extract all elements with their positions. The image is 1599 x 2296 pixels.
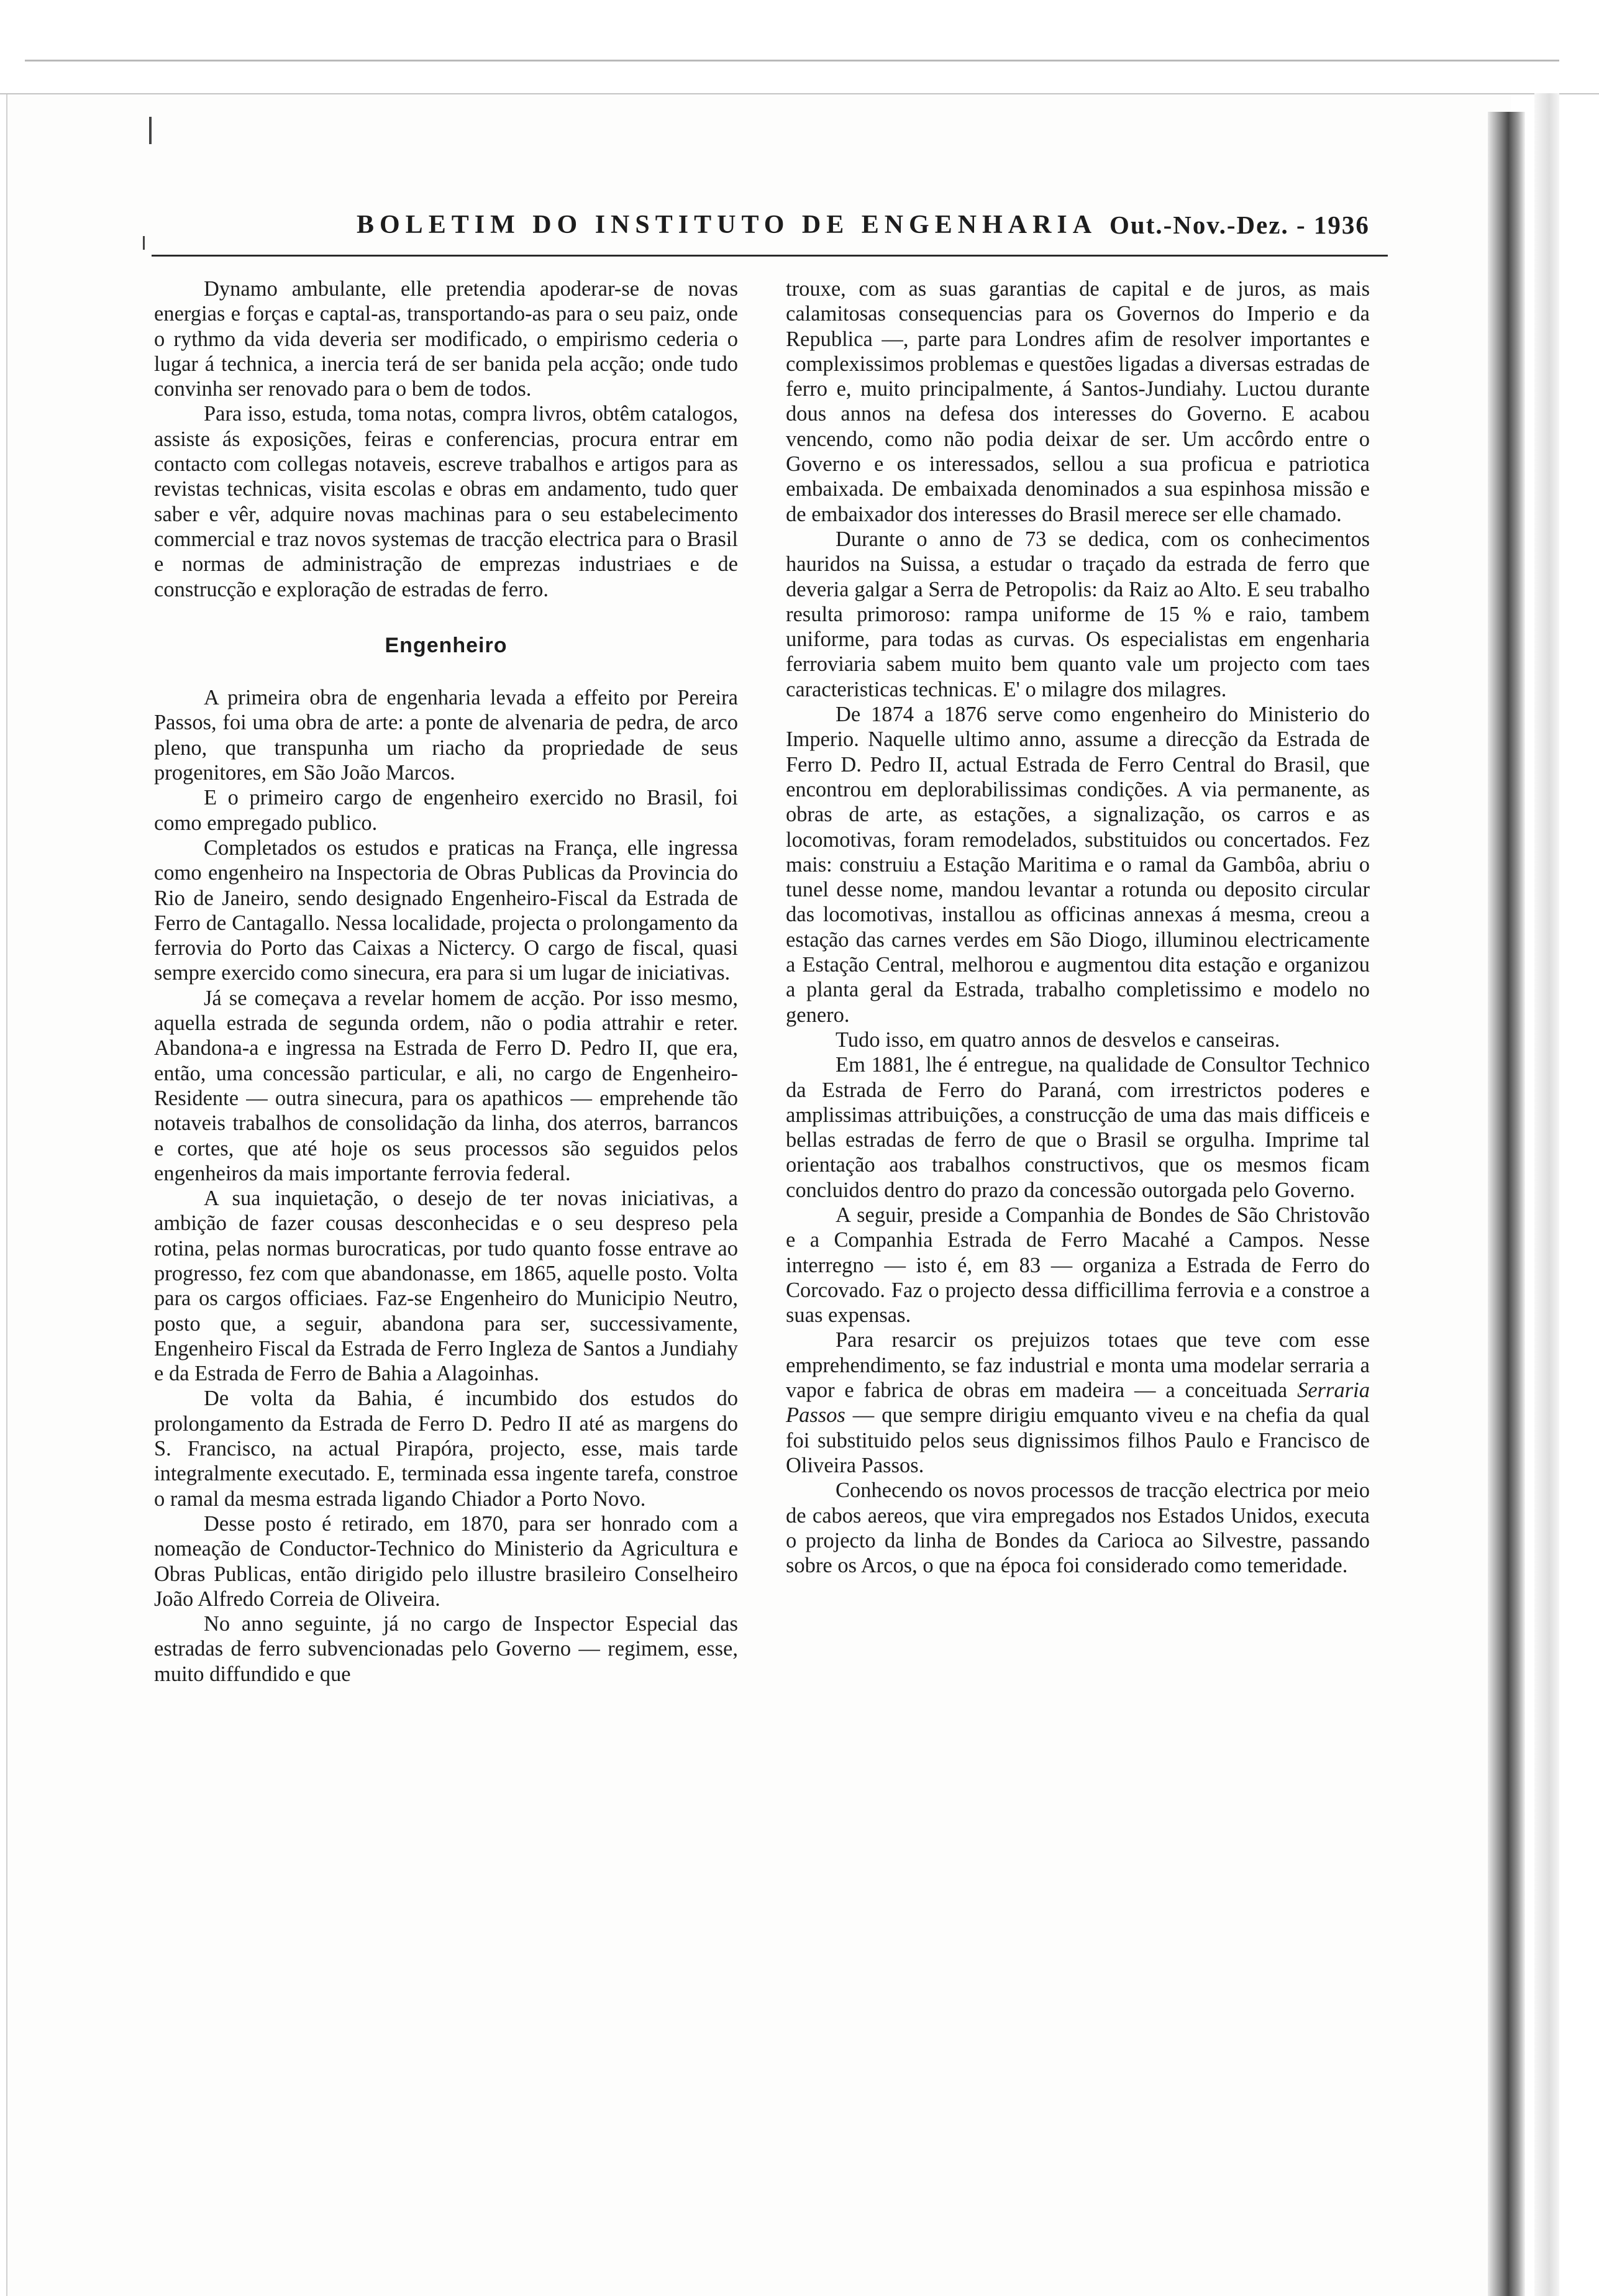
paragraph: A primeira obra de engenharia levada a effeito por Pereira Passos, foi uma obra de arte: a ponte de alvenaria de pedra, de arco pleno, que transpunha um riacho da propriedade de seus progenitores, em São João Marcos. [154,686,738,785]
paragraph: E o primeiro cargo de engenheiro exercido no Brasil, foi como empregado publico. [154,786,738,835]
paragraph: Para isso, estuda, toma notas, compra livros, obtêm catalogos, assiste ás exposições, feiras e conferencias, procura entrar em contacto com collegas notaveis, escreve trabalhos e artigos para as revistas technicas, visita escolas e obras em andamento, tudo quer saber e vêr, adquire novas machinas para o seu estabelecimento commercial e traz novos systemas de tracção electrica para o Brasil e normas de administração de emprezas industriaes e de construcção e exploração de estradas de ferro. [154,402,738,601]
paragraph: Dynamo ambulante, elle pretendia apoderar-se de novas energias e forças e captal-as, transportando-as para o seu paiz, onde o rythmo da vida deveria ser modificado, o empirismo cederia o lugar á technica, a inercia terá de ser banida pela acção; onde tudo convinha ser renovado para o bem de todos. [154,277,738,401]
paragraph: Em 1881, lhe é entregue, na qualidade de Consultor Technico da Estrada de Ferro do Paraná, com irrestrictos poderes e amplissimas attribuições, a construcção de uma das mais difficeis e bellas estradas de ferro de que o Brasil se orgulha. Imprime tal orientação aos trabalhos constructivos, que os mesmos ficam concluidos dentro do prazo da concessão outorgada pelo Governo. [786,1053,1370,1202]
paragraph-text: — que sempre dirigiu emquanto viveu e na chefia da qual foi substituido pelos seus dignissimos filhos Paulo e Francisco de Oliveira Passos. [786,1403,1370,1477]
company-name: Serraria Passos [786,1378,1370,1428]
journal-title: BOLETIM DO INSTITUTO DE ENGENHARIA [357,211,1098,239]
paragraph: Completados os estudos e praticas na França, elle ingressa como engenheiro na Inspectoria de Obras Publicas da Provincia do Rio de Janeiro, sendo designado Engenheiro-Fiscal da Estrada de Ferro de Cantagallo. Nessa localidade, projecta o prolongamento da ferrovia do Porto das Caixas a Nictercy. O cargo de fiscal, quasi sempre exercido como sinecura, era para si um lugar de iniciativas. [154,836,738,985]
paragraph: No anno seguinte, já no cargo de Inspector Especial das estradas de ferro subvencionadas pelo Governo — regimem, esse, muito diffundido e que [154,1612,738,1686]
scan-edge-top [25,60,1559,62]
paragraph: De 1874 a 1876 serve como engenheiro do Ministerio do Imperio. Naquelle ultimo anno, assume a direcção da Estrada de Ferro D. Pedro II, actual Estrada de Ferro Central do Brasil, que encontrou em deplorabilissimas condições. A via permanente, as obras de arte, as estações, a signalização, os carros e as locomotivas, foram remodelados, substituidos ou concertados. Fez mais: construiu a Estação Maritima e o ramal da Gambôa, abriu o tunel desse nome, mandou levantar a rotunda ou deposito circular das locomotivas, installou as officinas annexas á mesma, creou a estação das carnes verdes em São Diogo, illuminou electricamente a Estação Central, melhorou e augmentou dita estação e organizou a planta geral da Estrada, trabalho completissimo e modelo no genero. [786,703,1370,1027]
binding-fold [1534,93,1559,2296]
paragraph: A sua inquietação, o desejo de ter novas iniciativas, a ambição de fazer cousas desconhecidas e o seu despreso pela rotina, pelas normas burocraticas, por tudo quanto fosse entrave ao progresso, fez com que abandonasse, em 1865, aquelle posto. Volta para os cargos officiaes. Faz-se Engenheiro do Municipio Neutro, posto que, a seguir, abandona para ser, successivamente, Engenheiro Fiscal da Estrada de Ferro Ingleza de Santos a Jundiahy e da Estrada de Ferro de Bahia a Alagoinhas. [154,1187,738,1386]
paragraph: Desse posto é retirado, em 1870, para ser honrado com a nomeação de Conductor-Technico do Ministerio da Agricultura e Obras Publicas, então dirigido pelo illustre brasileiro Conselheiro João Alfredo Correia de Oliveira. [154,1511,738,1611]
paragraph: De volta da Bahia, é incumbido dos estudos do prolongamento da Estrada de Ferro D. Pedro II até as margens do S. Francisco, na actual Pirapóra, projecto, esse, mais tarde integralmente executado. E, terminada essa ingente tarefa, constroe o ramal da mesma estrada ligando Chiador a Porto Novo. [154,1387,738,1511]
running-header [152,205,1394,255]
left-column [154,276,738,1687]
right-column [786,276,1370,1578]
paragraph [786,1328,1370,1478]
margin-mark [143,236,145,250]
header-rule [152,255,1388,257]
issue-date: Out.-Nov.-Dez. - 1936 [1109,211,1370,239]
section-heading: Engenheiro [385,633,508,657]
paragraph: Já se começava a revelar homem de acção. Por isso mesmo, aquella estrada de segunda ordem, não o podia attrahir e reter. Abandona-a e ingressa na Estrada de Ferro D. Pedro II, que era, então, uma concessão particular, e ali, no cargo de Engenheiro-Residente — outra sinecura, para os apathicos — emprehende tão notaveis trabalhos de consolidação da linha, dos aterros, barrancos e cortes, que até hoje os seus processos são seguidos pelos engenheiros da mais importante ferrovia federal. [154,986,738,1185]
paragraph-text: Para resarcir os prejuizos totaes que teve com esse emprehendimento, se faz industrial e monta uma modelar serraria a vapor e fabrica de obras em madeira — a conceituada [786,1328,1370,1403]
paragraph: A seguir, preside a Companhia de Bondes de São Christovão e a Companhia Estrada de Ferro Macahé a Campos. Nesse interregno — isto é, em 83 — organiza a Estrada de Ferro do Corcovado. Faz o projecto dessa difficillima ferrovia e a constroe a suas expensas. [786,1203,1370,1328]
paragraph: Conhecendo os novos processos de tracção electrica por meio de cabos aereos, que vira empregados nos Estados Unidos, executa o projecto da linha de Bondes da Carioca ao Silvestre, passando sobre os Arcos, o que na época foi considerado como temeridade. [786,1478,1370,1578]
paragraph: Durante o anno de 73 se dedica, com os conhecimentos hauridos na Suissa, a estudar o traçado da estrada de ferro que deveria galgar a Serra de Petropolis: da Raiz ao Alto. E seu trabalho resulta primoroso: rampa uniforme de 15 % e raio, tambem uniforme, para todas as curvas. Os especialistas em engenharia ferroviaria sabem muito bem quanto vale um projecto com taes caracteristicas technicas. E' o milagre dos milagres. [786,527,1370,701]
paragraph: Tudo isso, em quatro annos de desvelos e canseiras. [836,1027,1280,1052]
margin-mark [149,117,152,144]
paragraph-continued: trouxe, com as suas garantias de capital e de juros, as mais calamitosas consequencias para os Governos do Imperio e da Republica —, parte para Londres afim de resolver importantes e complexissimos problemas e questões ligadas a diversas estradas de ferro e, muito principalmente, á Santos-Jundiahy. Luctou durante dous annos na defesa dos interesses do Governo. E acabou vencendo, como não podia deixar de ser. Um accôrdo entre o Governo e os interessados, sellou a sua proficua e patriotica embaixada. De embaixada denominados a sua espinhosa missão e de embaixador dos interesses do Brasil merece ser elle chamado. [786,277,1370,526]
binding-shadow [1488,112,1525,2296]
